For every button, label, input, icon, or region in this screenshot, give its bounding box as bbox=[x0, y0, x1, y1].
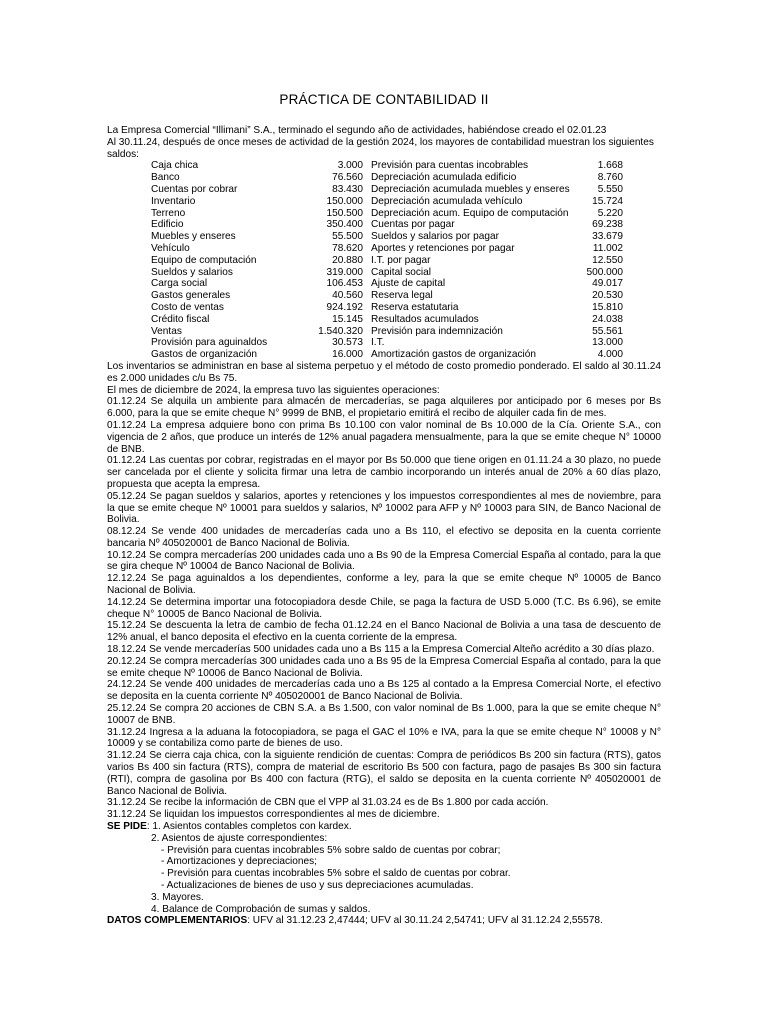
balance-left-value: 30.573 bbox=[332, 337, 363, 349]
operation-paragraph: 14.12.24 Se determina importar una fotocopiadora desde Chile, se paga la factura de USD 5.000 (T.C. Bs 6.96), se emite cheque N° 10005 de Banco Nacional de Bolivia. bbox=[107, 596, 661, 620]
balances-table bbox=[151, 160, 661, 361]
balance-left-name: Sueldos y salarios bbox=[151, 266, 233, 278]
operations-section bbox=[107, 361, 661, 821]
balance-right-name: I.T. bbox=[371, 337, 385, 349]
balance-row bbox=[151, 314, 661, 326]
balance-right-name: Resultados acumulados bbox=[371, 313, 479, 325]
operation-paragraph: 20.12.24 Se compra mercaderías 300 unidades cada uno a Bs 95 de la Empresa Comercial España al contado, para la que se emite cheque Nº 10006 de Banco Nacional de Bolivia. bbox=[107, 655, 661, 679]
balance-right-value: 500.000 bbox=[586, 266, 623, 278]
balance-right-value: 13.000 bbox=[592, 337, 623, 349]
balance-right-value: 1.668 bbox=[597, 160, 623, 172]
balance-left-name: Terreno bbox=[151, 207, 186, 219]
balance-right-name: Amortización gastos de organización bbox=[371, 349, 536, 361]
operation-paragraph: 01.12.24 Se alquila un ambiente para almacén de mercaderías, se paga alquileres por anticipado por 6 meses por Bs 6.000, para la que se emite cheque N° 9999 de BNB, el propietario emitirá el recibo de alquiler cada fin de mes. bbox=[107, 396, 661, 420]
operation-paragraph: 31.12.24 Ingresa a la aduana la fotocopiadora, se paga el GAC el 10% e IVA, para la que se emite cheque N° 10008 y N° 10009 y se contabiliza como parte de bienes de uso. bbox=[107, 726, 661, 750]
balance-left-value: 20.880 bbox=[332, 254, 363, 266]
balance-left-value: 150.500 bbox=[326, 207, 363, 219]
balance-left-value: 16.000 bbox=[332, 349, 363, 361]
balance-left-value: 83.430 bbox=[332, 183, 363, 195]
balance-row bbox=[151, 243, 661, 255]
se-pide-subitem: - Amortizaciones y depreciaciones; bbox=[161, 856, 317, 868]
balance-right-value: 49.017 bbox=[592, 278, 623, 290]
balance-left-name: Gastos de organización bbox=[151, 349, 258, 361]
balance-right-value: 5.550 bbox=[597, 183, 623, 195]
balance-left-name: Provisión para aguinaldos bbox=[151, 337, 268, 349]
balance-row bbox=[151, 290, 661, 302]
se-pide-item-1: : 1. Asientos contables completos con kardex. bbox=[146, 821, 352, 833]
balance-right-value: 20.530 bbox=[592, 290, 623, 302]
datos-label: DATOS COMPLEMENTARIOS bbox=[107, 915, 248, 927]
balance-left-name: Edificio bbox=[151, 219, 184, 231]
balance-right-value: 33.679 bbox=[592, 231, 623, 243]
operation-paragraph: 10.12.24 Se compra mercaderías 200 unidades cada uno a Bs 90 de la Empresa Comercial España al contado, para la que se gira cheque Nº 10004 de Banco Nacional de Bolivia. bbox=[107, 549, 661, 573]
balance-left-name: Muebles y enseres bbox=[151, 231, 236, 243]
balance-right-name: Depreciación acumulada vehículo bbox=[371, 195, 523, 207]
se-pide-item-4: 4. Balance de Comprobación de sumas y saldos. bbox=[151, 903, 371, 915]
operation-paragraph: 01.12.24 Las cuentas por cobrar, registradas en el mayor por Bs 50.000 que tiene origen en 01.11.24 a 30 plazo, no puede ser cancelada por el cliente y solicita firmar una letra de cambio incorporando un interés anual de 20% a 60 días plazo, propuesta que acepta la empresa. bbox=[107, 455, 661, 490]
balance-row bbox=[151, 326, 661, 338]
se-pide-label: SE PIDE bbox=[107, 821, 147, 833]
balance-left-name: Caja chica bbox=[151, 160, 199, 172]
balance-row bbox=[151, 172, 661, 184]
intro-line-2: Al 30.11.24, después de once meses de actividad de la gestión 2024, los mayores de contabilidad muestran los siguientes saldos: bbox=[107, 136, 654, 160]
operation-paragraph: 01.12.24 La empresa adquiere bono con prima Bs 10.100 con valor nominal de Bs 10.000 de la Cía. Oriente S.A., con vigencia de 2 años, que produce un interés de 12% anual pagadera mensualmente, para la que se emite cheque N° 10000 de BNB. bbox=[107, 419, 661, 455]
balance-right-name: Previsión para indemnización bbox=[371, 325, 503, 337]
balance-right-name: Cuentas por pagar bbox=[371, 219, 455, 231]
balance-left-name: Banco bbox=[151, 172, 180, 184]
operation-paragraph: 05.12.24 Se pagan sueldos y salarios, aportes y retenciones y los impuestos correspondientes al mes de noviembre, para la que se emite cheque Nº 10001 para sueldos y salarios, Nº 10002 para AFP y Nº 10003 para SIN, de Banco Nacional de Bolivia. bbox=[107, 490, 661, 526]
balance-right-name: Reserva estatutaria bbox=[371, 301, 459, 313]
balance-right-value: 12.550 bbox=[592, 254, 623, 266]
balance-left-value: 150.000 bbox=[326, 195, 363, 207]
balance-row bbox=[151, 184, 661, 196]
balance-right-value: 15.724 bbox=[592, 195, 623, 207]
balance-row bbox=[151, 208, 661, 220]
operation-paragraph: 31.12.24 Se liquidan los impuestos correspondientes al mes de diciembre. bbox=[107, 809, 440, 821]
balance-row bbox=[151, 337, 661, 349]
balance-right-name: Previsión para cuentas incobrables bbox=[371, 160, 529, 172]
balance-left-value: 78.620 bbox=[332, 242, 363, 254]
balance-row bbox=[151, 302, 661, 314]
balance-left-value: 40.560 bbox=[332, 290, 363, 302]
balance-row bbox=[151, 160, 661, 172]
balance-left-value: 15.145 bbox=[332, 313, 363, 325]
operation-paragraph: 31.12.24 Se cierra caja chica, con la siguiente rendición de cuentas: Compra de periódicos Bs 200 sin factura (RTS), gatos varios Bs 400 sin factura (RTS), compra de material de escritorio Bs 500 con factura, pago de pasajes Bs 300 sin factura (RTI), compra de gasolina por Bs 400 con factura (RTG), el saldo se deposita en la cuenta corriente Nº 405020001 de Banco Nacional de Bolivia. bbox=[107, 750, 661, 797]
intro-line-1: La Empresa Comercial “Illimani” S.A., terminado el segundo año de actividades, habiéndose creado el 02.01.23 bbox=[107, 125, 607, 136]
balance-right-value: 15.810 bbox=[592, 301, 623, 313]
balance-row bbox=[151, 267, 661, 279]
balance-right-value: 55.561 bbox=[592, 325, 623, 337]
balance-left-name: Crédito fiscal bbox=[151, 313, 210, 325]
balance-left-name: Costo de ventas bbox=[151, 301, 224, 313]
balance-right-value: 8.760 bbox=[597, 172, 623, 184]
balance-left-name: Gastos generales bbox=[151, 290, 231, 302]
operation-paragraph: 12.12.24 Se paga aguinaldos a los dependientes, conforme a ley, para la que se emite cheque Nº 10005 de Banco Nacional de Bolivia. bbox=[107, 573, 661, 597]
datos-text: : UFV al 31.12.23 2,47444; UFV al 30.11.24 2,54741; UFV al 31.12.24 2,55578. bbox=[247, 915, 603, 927]
se-pide-line bbox=[107, 821, 661, 833]
se-pide-subitem: - Previsión para cuentas incobrables 5% sobre saldo de cuentas por cobrar; bbox=[161, 844, 501, 856]
balance-right-name: Depreciación acumulada muebles y enseres bbox=[371, 183, 570, 195]
balance-right-name: Reserva legal bbox=[371, 290, 433, 302]
balance-right-name: Aportes y retenciones por pagar bbox=[371, 242, 515, 254]
balance-left-name: Ventas bbox=[151, 325, 182, 337]
balance-left-name: Inventario bbox=[151, 195, 196, 207]
balance-right-name: Capital social bbox=[371, 266, 432, 278]
balance-row bbox=[151, 255, 661, 267]
balance-right-value: 11.002 bbox=[592, 242, 623, 254]
balance-right-name: Ajuste de capital bbox=[371, 278, 446, 290]
balance-left-value: 1.540.320 bbox=[318, 325, 363, 337]
document-page bbox=[107, 92, 661, 927]
balance-row bbox=[151, 219, 661, 231]
balance-right-value: 5.220 bbox=[597, 207, 623, 219]
se-pide-subitem: - Previsión para cuentas incobrables 5% sobre el saldo de cuentas por cobrar. bbox=[161, 868, 511, 880]
balance-right-value: 24.038 bbox=[592, 313, 623, 325]
balance-row bbox=[151, 349, 661, 361]
operation-paragraph: 24.12.24 Se vende 400 unidades de mercaderías cada uno a Bs 125 al contado a la Empresa Comercial Norte, el efectivo se deposita en la cuenta corriente Nº 405020001 de Banco Nacional de Bolivia. bbox=[107, 679, 661, 703]
balance-row bbox=[151, 278, 661, 290]
balance-left-value: 106.453 bbox=[326, 278, 363, 290]
page-title: PRÁCTICA DE CONTABILIDAD II bbox=[279, 92, 489, 107]
balance-right-name: I.T. por pagar bbox=[371, 254, 431, 266]
balance-left-value: 924.192 bbox=[326, 301, 363, 313]
balance-left-value: 76.560 bbox=[332, 172, 363, 184]
datos-complementarios-line bbox=[107, 915, 661, 927]
balance-left-name: Vehículo bbox=[151, 242, 190, 254]
balance-left-value: 350.400 bbox=[326, 219, 363, 231]
operation-paragraph: 31.12.24 Se recibe la información de CBN que el VPP al 31.03.24 es de Bs 1.800 por cada acción. bbox=[107, 797, 549, 809]
operation-paragraph: Los inventarios se administran en base al sistema perpetuo y el método de costo promedio ponderado. El saldo al 30.11.24 es 2.000 unidades c/u Bs 75. bbox=[107, 360, 661, 384]
operation-paragraph: 25.12.24 Se compra 20 acciones de CBN S.A. a Bs 1.500, con valor nominal de Bs 1.000, para la que se emite cheque N° 10007 de BNB. bbox=[107, 703, 661, 726]
balance-left-value: 55.500 bbox=[332, 231, 363, 243]
balance-left-value: 319.000 bbox=[326, 266, 363, 278]
balance-left-name: Cuentas por cobrar bbox=[151, 183, 238, 195]
operation-paragraph: El mes de diciembre de 2024, la empresa tuvo las siguientes operaciones: bbox=[107, 384, 440, 396]
se-pide-subitem: - Actualizaciones de bienes de uso y sus depreciaciones acumuladas. bbox=[161, 880, 474, 891]
se-pide-subitems bbox=[107, 845, 661, 892]
balance-row bbox=[151, 196, 661, 208]
balance-right-name: Depreciación acum. Equipo de computación bbox=[371, 207, 569, 219]
operation-paragraph: 15.12.24 Se descuenta la letra de cambio de fecha 01.12.24 en el Banco Nacional de Bolivia a una tasa de descuento de 12% anual, el banco deposita el efectivo en la cuenta corriente de la empresa. bbox=[107, 620, 661, 644]
balance-left-name: Equipo de computación bbox=[151, 254, 257, 266]
balance-right-name: Depreciación acumulada edificio bbox=[371, 172, 517, 184]
balance-row bbox=[151, 231, 661, 243]
operation-paragraph: 18.12.24 Se vende mercaderías 500 unidades cada uno a Bs 115 a la Empresa Comercial Alteño acrédito a 30 días plazo. bbox=[107, 644, 655, 656]
se-pide-item-2: 2. Asientos de ajuste correspondientes: bbox=[151, 832, 328, 844]
balance-right-name: Sueldos y salarios por pagar bbox=[371, 231, 499, 243]
operation-paragraph: 08.12.24 Se vende 400 unidades de mercaderías cada uno a Bs 110, el efectivo se deposita en la cuenta corriente bancaria Nº 405020001 de Banco Nacional de Bolivia. bbox=[107, 526, 661, 549]
balance-right-value: 4.000 bbox=[597, 349, 623, 361]
balance-left-value: 3.000 bbox=[337, 160, 363, 172]
balance-right-value: 69.238 bbox=[592, 219, 623, 231]
balance-left-name: Carga social bbox=[151, 278, 208, 290]
se-pide-item-3: 3. Mayores. bbox=[151, 891, 204, 903]
